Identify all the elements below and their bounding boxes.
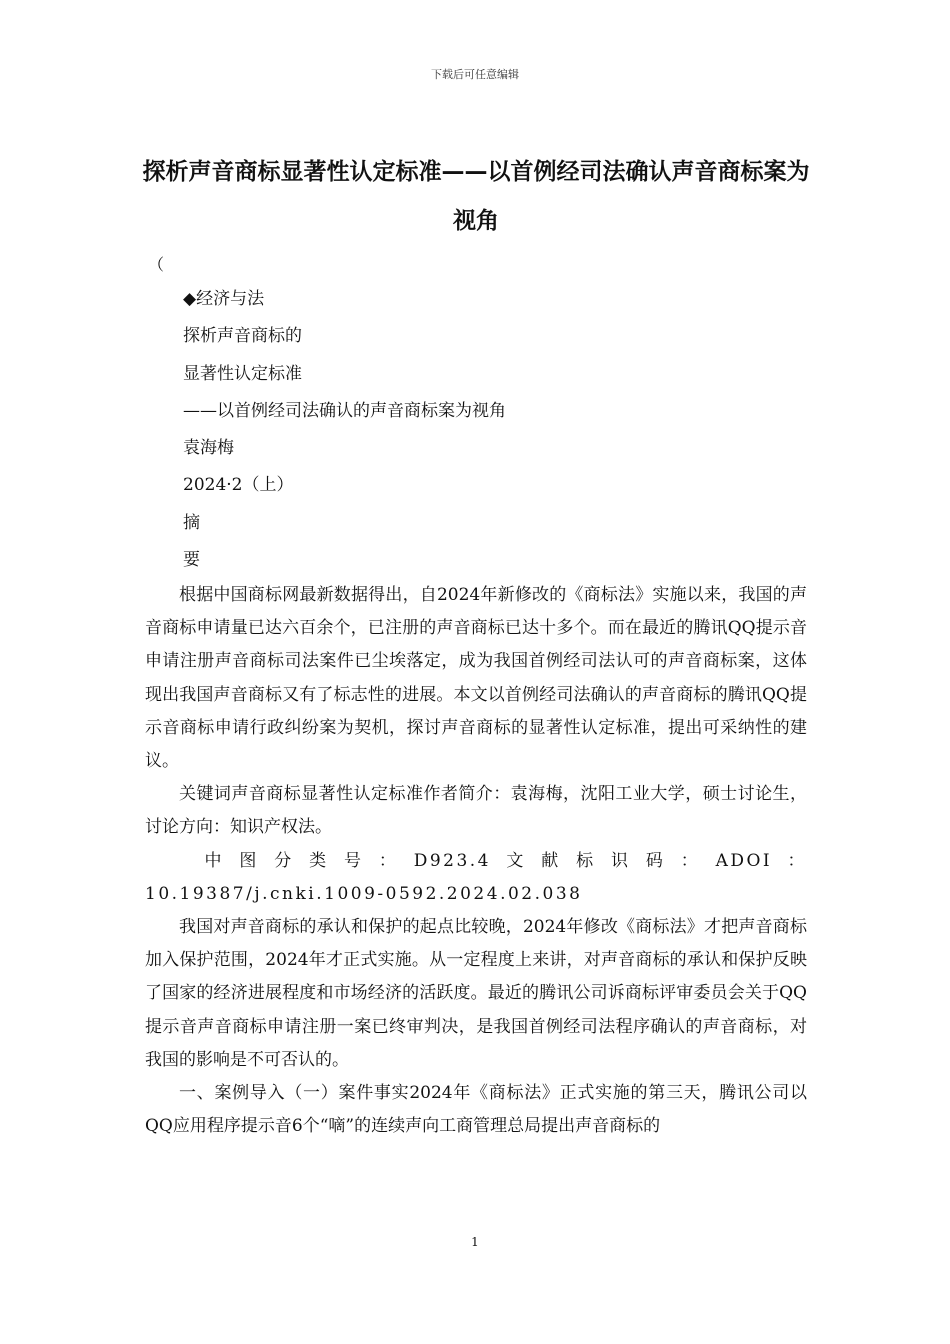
page-number: 1 (471, 1235, 479, 1249)
body-text (145, 579, 807, 1143)
header-note: 下载后可任意编辑 (431, 68, 519, 81)
meta-issue: 2024·2（上） (183, 475, 294, 496)
classification-paragraph: 中图分类号：D923.4文献标识码：ADOI：10.19387/j.cnki.1009-0592.2024.02.038 (145, 850, 807, 904)
meta-author: 袁海梅 (183, 438, 234, 459)
open-paren: （ (148, 255, 165, 274)
article-meta (183, 286, 506, 584)
abstract-paragraph: 根据中国商标网最新数据得出，自2024年新修改的《商标法》实施以来，我国的声音商标申请量已达六百余个，已注册的声音商标已达十多个。而在最近的腾讯QQ提示音申请注册声音商标司法案件已尘埃落定，成为我国首例经司法认可的声音商标案，这体现出我国声音商标又有了标志性的进展。本文以首例经司法确认的声音商标的腾讯QQ提示音商标申请行政纠纷案为契机，探讨声音商标的显著性认定标准，提出可采纳性的建议。 (145, 585, 807, 772)
meta-abstract-label-2: 要 (183, 550, 200, 571)
document-title: 探析声音商标显著性认定标准——以首例经司法确认声音商标案为视角 (142, 159, 810, 234)
meta-column-label: ◆经济与法 (183, 289, 265, 309)
meta-title-line-1: 探析声音商标的 (183, 326, 302, 347)
keywords-paragraph: 关键词声音商标显著性认定标准作者简介：袁海梅，沈阳工业大学，硕士讨论生，讨论方向：知识产权法。 (145, 784, 807, 838)
intro-paragraph: 我国对声音商标的承认和保护的起点比较晚，2024年修改《商标法》才把声音商标加入保护范围，2024年才正式实施。从一定程度上来讲，对声音商标的承认和保护反映了国家的经济进展程度和市场经济的活跃度。最近的腾讯公司诉商标评审委员会关于QQ提示音声音商标申请注册一案已终审判决，是我国首例经司法程序确认的声音商标，对我国的影响是不可否认的。 (145, 917, 807, 1070)
meta-title-line-2: 显著性认定标准 (183, 363, 302, 384)
meta-subtitle: ——以首例经司法确认的声音商标案为视角 (183, 400, 506, 421)
meta-abstract-label-1: 摘 (183, 512, 200, 533)
case-intro-paragraph: 一、案例导入（一）案件事实2024年《商标法》正式实施的第三天，腾讯公司以QQ应用程序提示音6个“嘀”的连续声向工商管理总局提出声音商标的 (145, 1083, 807, 1137)
